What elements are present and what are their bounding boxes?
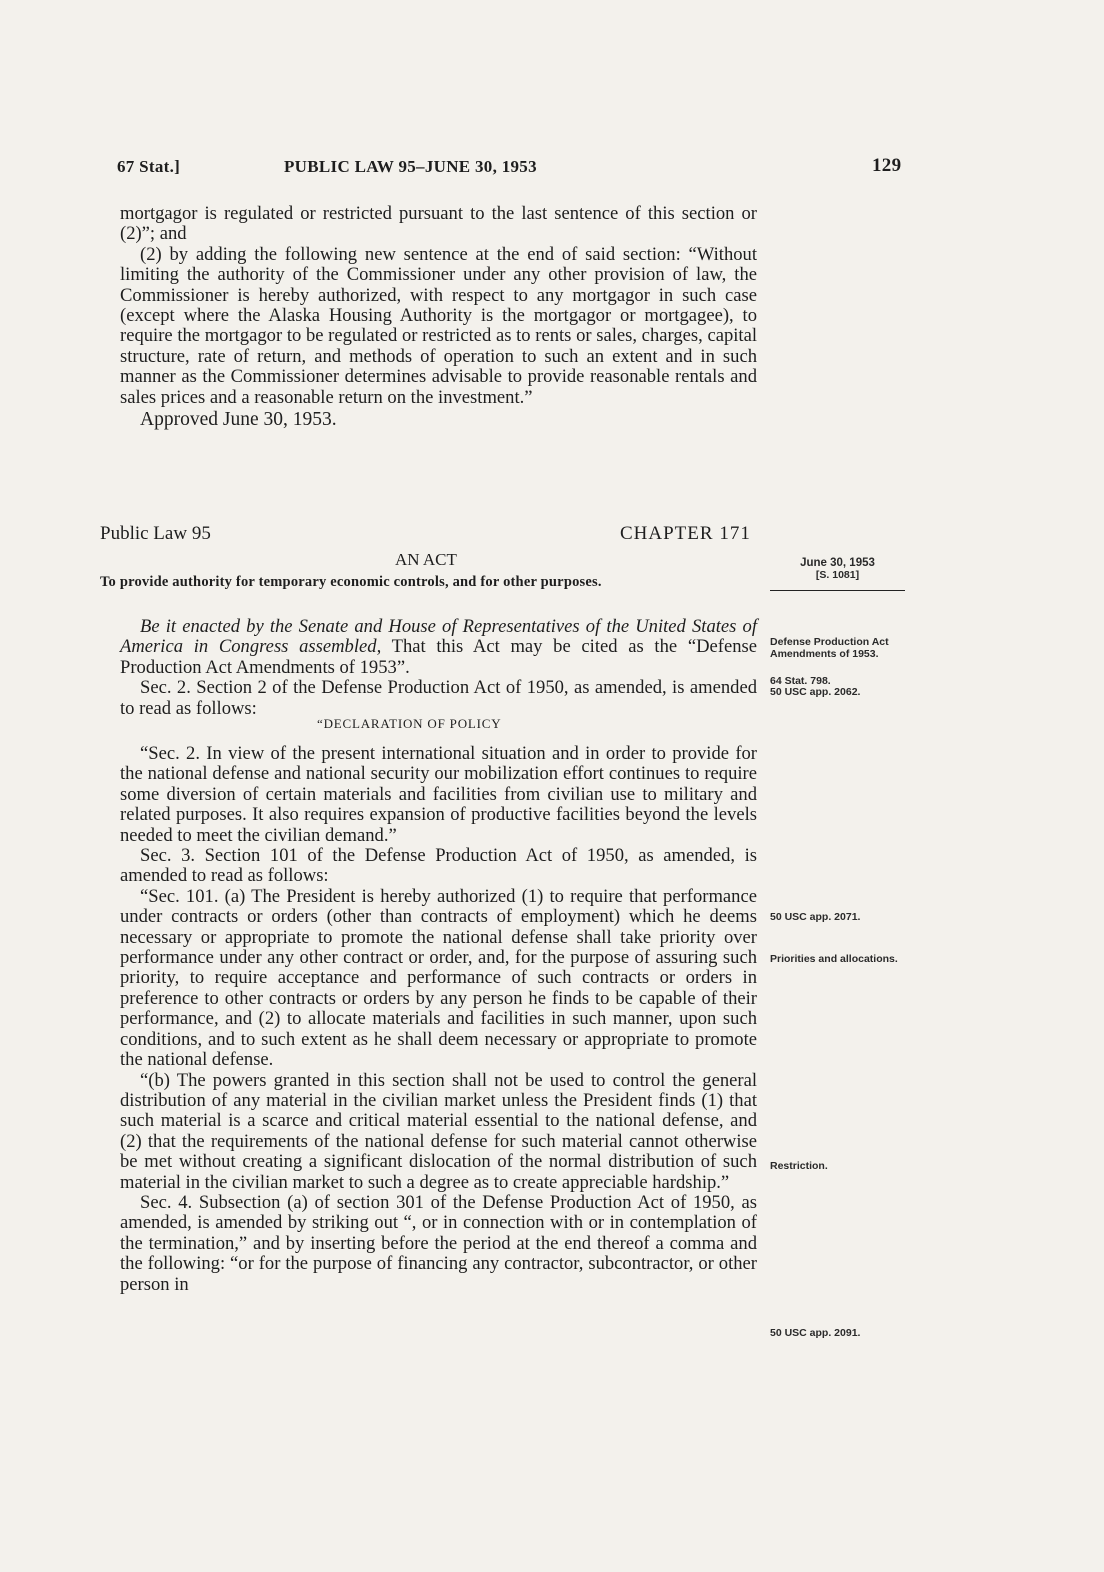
act-purpose: To provide authority for temporary economic controls, and for other purposes. [100,574,602,590]
enacting-clause [120,617,757,678]
sec2-text: “Sec. 2. In view of the present international situation and in order to provide for the national defense and national security our mobilization effort continues to require some diversion of certain materials and facilities from civilian use to military and related purposes. It also requires expansion of productive facilities beyond the levels needed to meet the civilian demand.” [120,743,757,846]
sec4-text: Sec. 4. Subsection (a) of section 301 of the Defense Production Act of 1950, as amended, is amended by striking out “, or in connection with or in contemplation of the termination,” and by inserting before the period at the end thereof a comma and the following: “or for the purpose of financing any contractor, subcontractor, or other person in [120,1191,757,1295]
enacting-clause-block [120,617,757,719]
paragraph: (2) by adding the following new sentence at the end of said section: “Without limiting the authority of the Commissioner under any other provision of law, the Commissioner is hereby authorized, with respect to any mortgagor in such case (except where the Alaska Housing Authority is the mortgagor or mortgagee), to require the mortgagor to be regulated or restricted as to rents or sales, charges, capital structure, rate of return, and methods of operation to such an extent and in such manner as the Commissioner determines advisable to provide reasonable rentals and sales prices and a reasonable return on the investment.” [120,243,757,408]
header-volume: 67 Stat.] [117,157,181,176]
header-title: PUBLIC LAW 95–JUNE 30, 1953 [284,157,537,176]
margin-bill: [S. 1081] [815,569,860,581]
sec101-b: “(b) The powers granted in this section shall not be used to control the general distribution of any material in the civilian market unless the President finds (1) that such material is a scarce and critical material essential to the national defense, and (2) that the requirements of the national defense for such material cannot otherwise be met without creating a significant dislocation of the normal distribution of such material in the civilian market to such a degree as to create appreciable hardship.” [120,1069,757,1193]
page-number: 129 [872,155,902,176]
public-law-number: Public Law 95 [100,523,211,544]
margin-citation-2062: 50 USC app. 2062. [770,686,861,698]
margin-short-title: Defense Production Act Amendments of 1953. [770,636,889,660]
margin-citation-2071: 50 USC app. 2071. [770,911,861,923]
margin-date: June 30, 1953 [800,557,875,569]
sec2-intro: Sec. 2. Section 2 of the Defense Production Act of 1950, as amended, is amended to read as follows: [120,677,757,719]
margin-rule [770,590,905,591]
margin-restriction: Restriction. [770,1160,828,1172]
preceding-text-block [120,204,757,430]
approval-line: Approved June 30, 1953. [140,409,337,431]
margin-priorities: Priorities and allocations. [770,953,898,965]
chapter-number: CHAPTER 171 [620,523,751,544]
sec3-intro: Sec. 3. Section 101 of the Defense Production Act of 1950, as amended, is amended to read as follows: [120,845,757,887]
enacting-rest: That this Act may be cited as the “Defense Production Act Amendments of 1953”. [120,636,758,678]
enacting-italic: Be it enacted by the Senate and House of Representatives of the United States of America in Congress assembled, [120,616,757,658]
paragraph: mortgagor is regulated or restricted pursuant to the last sentence of this section or (2)”; and [120,203,757,245]
margin-citation-64stat: 64 Stat. 798. [770,675,831,687]
margin-citation-2091: 50 USC app. 2091. [770,1327,861,1339]
sec101-a: “Sec. 101. (a) The President is hereby authorized (1) to require that performance under contracts or orders (other than contracts of employment) which he deems necessary or appropriate to promote the national defense shall take priority over performance under any other contract or order, and, for the purpose of assuring such priority, to require acceptance and performance of such contracts or orders in preference to other contracts or orders by any person he finds to be capable of their performance, and (2) to allocate materials and facilities in such manner, upon such conditions, and to such extent as he shall deem necessary or appropriate to promote the national defense. [120,885,757,1071]
main-text-block [120,744,757,1295]
declaration-heading: “DECLARATION OF POLICY [317,716,502,731]
an-act-heading: AN ACT [395,550,457,569]
